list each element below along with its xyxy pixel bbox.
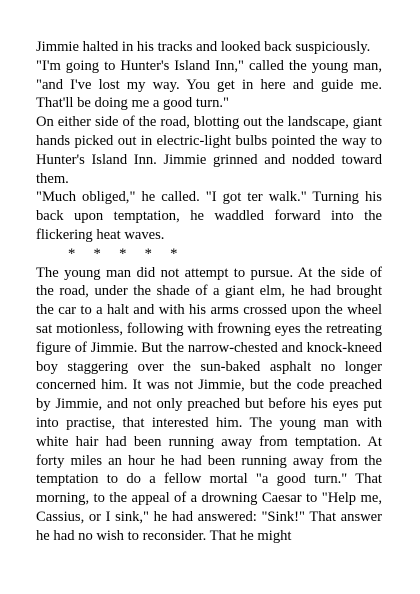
page-text xyxy=(36,38,382,546)
paragraph-4: "Much obliged," he called. "I got ter walk." Turning his back upon temptation, he waddled forward into the flickering heat waves. xyxy=(36,189,382,243)
paragraph-3: On either side of the road, blotting out the landscape, giant hands picked out in electric-light bulbs pointed the way to Hunter's Island Inn. Jimmie grinned and nodded toward them. xyxy=(36,114,382,187)
section-separator: * * * * * xyxy=(68,245,178,262)
paragraph-1: Jimmie halted in his tracks and looked back suspiciously. xyxy=(36,39,371,55)
paragraph-2: "I'm going to Hunter's Island Inn," called the young man, "and I've lost my way. You get in here and guide me. That'll be doing me a good turn." xyxy=(36,57,382,112)
paragraph-5: The young man did not attempt to pursue. At the side of the road, under the shade of a giant elm, he had brought the car to a halt and with his arms crossed upon the wheel sat motionless, following with frowning eyes the retreating figure of Jimmie. But the narrow-chested and knock-kneed boy staggering over the sun-baked asphalt no longer concerned him. It was not Jimmie, but the code preached by Jimmie, and not only preached but before his eyes put into practise, that interested him. The young man with white hair had been running away from temptation. At forty miles an hour he had been running away from the temptation to do a fellow mortal "a good turn." That morning, to the appeal of a drowning Caesar to "Help me, Cassius, or I sink," he had answered: "Sink!" That answer he had no wish to reconsider. That he might xyxy=(36,264,382,544)
